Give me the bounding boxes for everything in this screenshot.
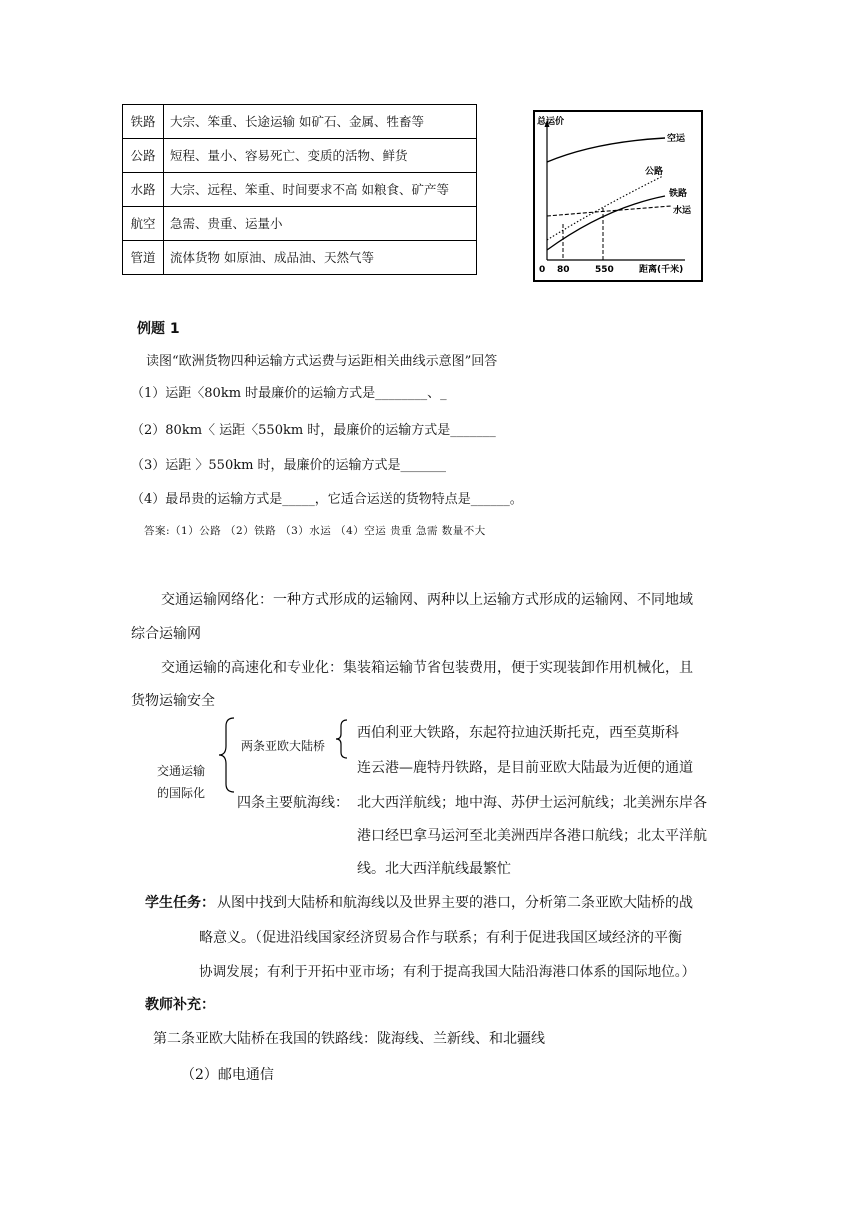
x-tick-80: 80 <box>557 265 570 275</box>
mode-cell: 水路 <box>123 173 164 207</box>
series-label-rail: 铁路 <box>669 189 688 199</box>
teacher-line-1: 第二条亚欧大陆桥在我国的铁路线：陇海线、兰新线、和北疆线 <box>153 1031 545 1047</box>
series-label-air: 空运 <box>667 134 686 144</box>
mode-cell: 公路 <box>123 139 164 173</box>
example-intro: 读图“欧洲货物四种运输方式运费与运距相关曲线示意图”回答 <box>146 354 498 369</box>
sea-line-1: 北大西洋航线；地中海、苏伊士运河航线；北美洲东岸各 <box>357 795 707 811</box>
x-axis-label: 距离(千米) <box>639 265 684 275</box>
transport-mode-table-body <box>123 105 477 275</box>
student-task-line-1: 从图中找到大陆桥和航海线以及世界主要的港口，分析第二条亚欧大陆桥的战 <box>217 895 693 911</box>
network-line-2: 综合运输网 <box>131 626 201 642</box>
question-2: （2）80km〈 运距〈550km 时，最廉价的运输方式是_______ <box>131 423 496 438</box>
question-4: （4）最昂贵的运输方式是_____，它适合运送的货物特点是______。 <box>131 492 523 507</box>
description-cell: 大宗、远程、笨重、时间要求不高 如粮食、矿产等 <box>164 173 477 207</box>
table-row <box>123 173 477 207</box>
description-cell: 短程、量小、容易死亡、变质的活物、鲜货 <box>164 139 477 173</box>
teacher-label: 教师补充： <box>145 997 215 1013</box>
intl-label-line-2: 的国际化 <box>157 786 206 800</box>
sea-label: 四条主要航海线： <box>237 795 349 811</box>
bridges-label: 两条亚欧大陆桥 <box>241 739 326 753</box>
example-title: 例题 1 <box>137 321 180 337</box>
sea-line-3: 线。北大西洋航线最繁忙 <box>357 861 511 877</box>
table-row <box>123 105 477 139</box>
answer-line: 答案:（1）公路 （2）铁路 （3）水运 （4）空运 贵重 急需 数量不大 <box>144 525 486 537</box>
freight-cost-chart <box>533 110 703 282</box>
series-label-road: 公路 <box>645 167 664 177</box>
section-heading: （2）邮电通信 <box>181 1067 274 1083</box>
sea-line-2: 港口经巴拿马运河至北美洲西岸各港口航线；北太平洋航 <box>357 828 707 844</box>
student-task-label: 学生任务： <box>145 895 215 911</box>
question-1: （1）运距〈80km 时最廉价的运输方式是________、_ <box>131 386 447 401</box>
series-line-rail <box>547 196 665 250</box>
series-line-air <box>547 138 665 162</box>
big-brace-icon <box>216 716 238 794</box>
speed-line-2: 货物运输安全 <box>131 693 215 709</box>
network-line-1: 交通运输网络化：一种方式形成的运输网、两种以上运输方式形成的运输网、不同地域 <box>161 592 693 608</box>
small-brace-icon <box>333 718 351 760</box>
x-tick-550: 550 <box>595 265 614 275</box>
transport-mode-table <box>122 104 477 275</box>
description-cell: 大宗、笨重、长途运输 如矿石、金属、牲畜等 <box>164 105 477 139</box>
mode-cell: 铁路 <box>123 105 164 139</box>
mode-cell: 航空 <box>123 207 164 241</box>
table-row <box>123 241 477 275</box>
description-cell: 流体货物 如原油、成品油、天然气等 <box>164 241 477 275</box>
table-row <box>123 139 477 173</box>
student-task-line-3: 协调发展；有利于开拓中亚市场；有利于提高我国大陆沿海港口体系的国际地位。） <box>199 964 696 980</box>
intl-label-line-1: 交通运输 <box>157 764 206 778</box>
table-row <box>123 207 477 241</box>
description-cell: 急需、贵重、运量小 <box>164 207 477 241</box>
speed-line-1: 交通运输的高速化和专业化：集装箱运输节省包装费用，便于实现装卸作用机械化，且 <box>161 660 693 676</box>
x-tick-0: 0 <box>539 265 546 275</box>
bridge-2: 连云港—鹿特丹铁路，是目前亚欧大陆最为近便的通道 <box>357 760 693 776</box>
series-label-water: 水运 <box>673 206 692 216</box>
freight-cost-chart-svg <box>535 112 701 280</box>
student-task-line-2: 略意义。（促进沿线国家经济贸易合作与联系；有利于促进我国区域经济的平衡 <box>199 930 682 946</box>
question-3: （3）运距 〉550km 时，最廉价的运输方式是_______ <box>131 458 447 473</box>
y-axis-label: 总运价 <box>537 117 565 127</box>
mode-cell: 管道 <box>123 241 164 275</box>
bridge-1: 西伯利亚大铁路，东起符拉迪沃斯托克，西至莫斯科 <box>357 725 679 741</box>
